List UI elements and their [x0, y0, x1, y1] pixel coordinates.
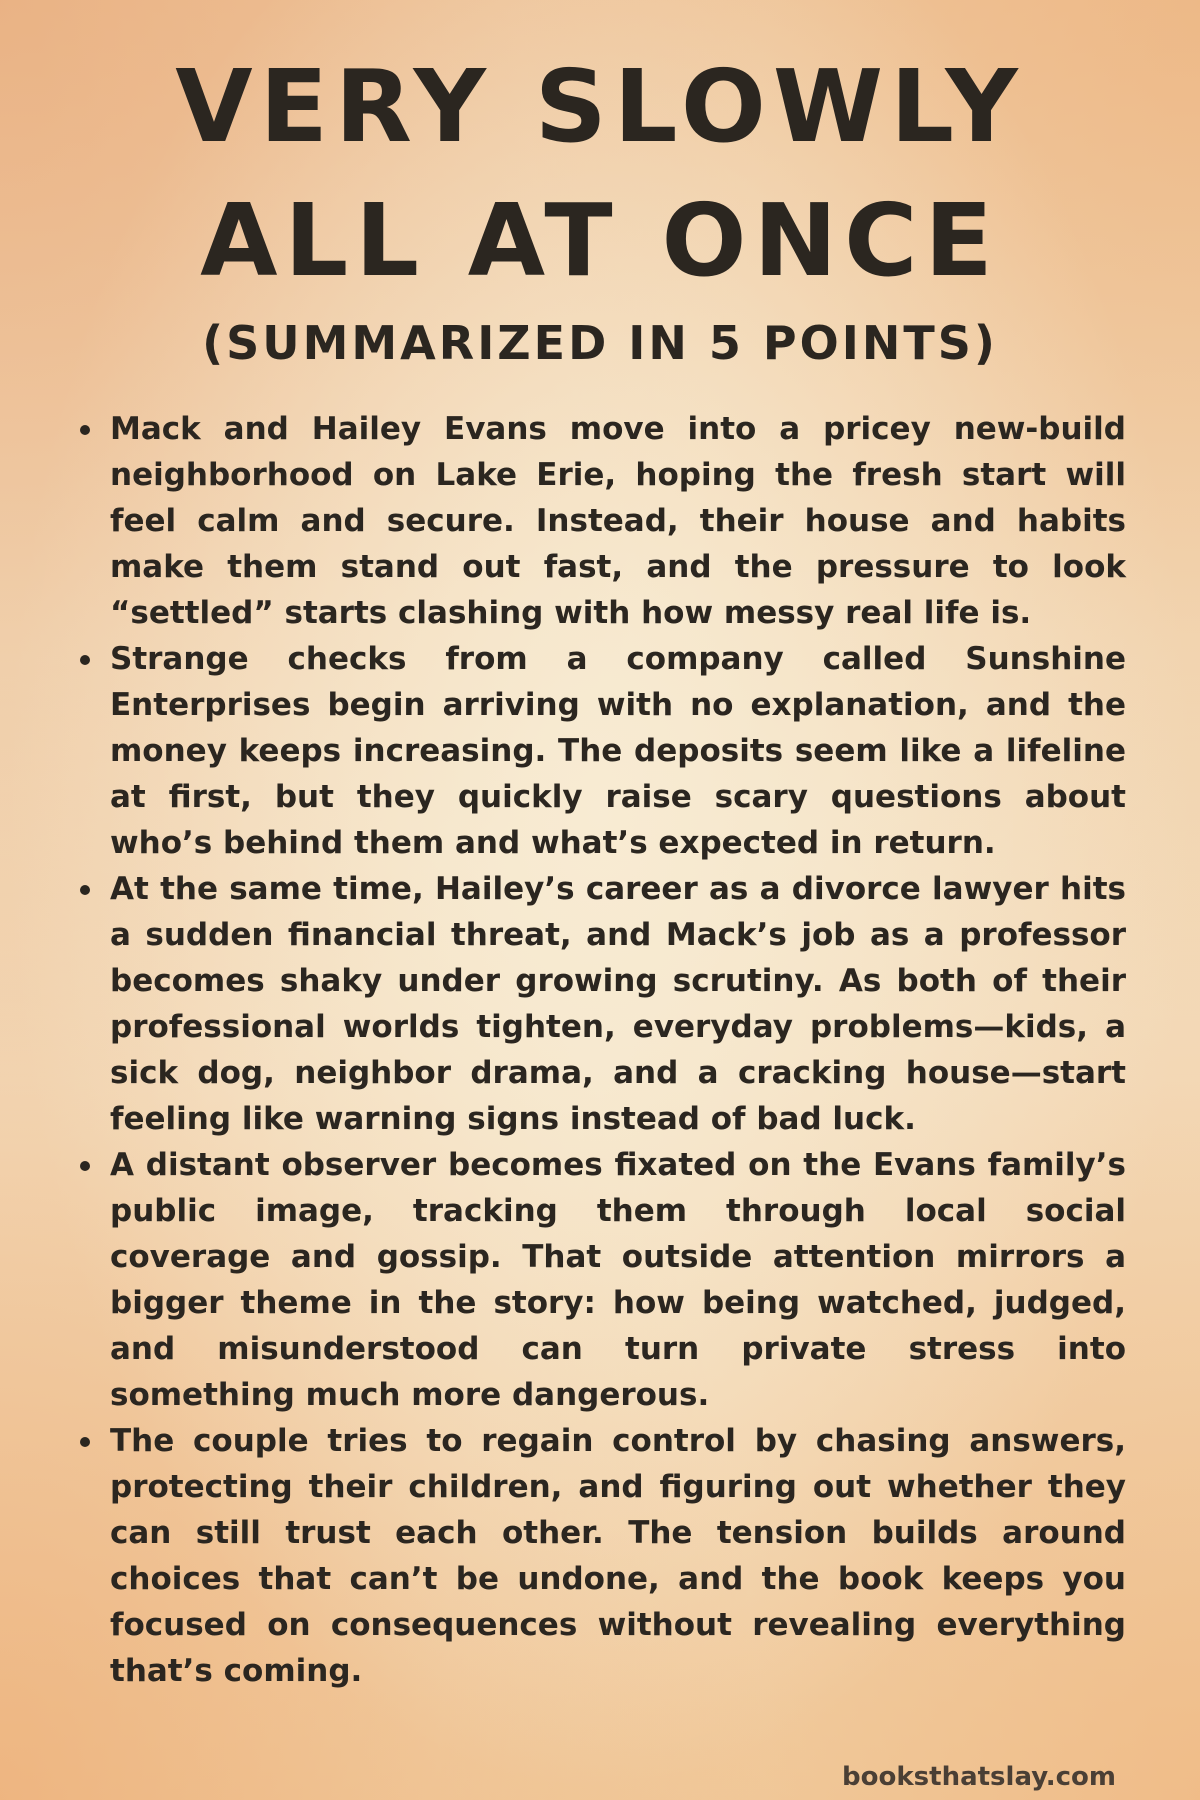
summary-point-text: The couple tries to regain control by chasing answers, protecting their children, and figuring out whether they can still trust each other. The tension builds around choices that can’t be undone, and the book keeps you focused on consequences without revealing everything that’s coming.	[110, 1423, 1126, 1689]
summary-point-text: A distant observer becomes fixated on the Evans family’s public image, tracking them through local social coverage and gossip. That outside attention mirrors a bigger theme in the story: how being watched, judged, and misunderstood can turn private stress into something much more dangerous.	[110, 1147, 1126, 1413]
summary-point-text: Strange checks from a company called Sunshine Enterprises begin arriving with no explanation, and the money keeps increasing. The deposits seem like a lifeline at first, but they quickly raise scary questions about who’s behind them and what’s expected in return.	[110, 641, 1126, 861]
summary-point-3	[72, 866, 1126, 1142]
summary-point-1	[72, 406, 1126, 636]
page-title: VERY SLOWLY ALL AT ONCE	[175, 48, 1025, 299]
summary-point-2	[72, 636, 1126, 866]
bullet-icon	[80, 885, 90, 895]
summary-points-list	[72, 406, 1126, 1694]
summary-point-5	[72, 1418, 1126, 1694]
bullet-icon	[80, 1437, 90, 1447]
summary-point-4	[72, 1142, 1126, 1418]
bullet-icon	[80, 425, 90, 435]
summary-point-text: Mack and Hailey Evans move into a pricey new-build neighborhood on Lake Erie, hoping the fresh start will feel calm and secure. Instead, their house and habits make them stand out fast, and the pressure to look “settled” starts clashing with how messy real life is.	[110, 411, 1126, 631]
website-credit: booksthatslay.com	[842, 1762, 1116, 1792]
bullet-icon	[80, 655, 90, 665]
page-subtitle: (SUMMARIZED IN 5 POINTS)	[202, 316, 998, 370]
bullet-icon	[80, 1161, 90, 1171]
summary-point-text: At the same time, Hailey’s career as a divorce lawyer hits a sudden financial threat, and Mack’s job as a professor becomes shaky under growing scrutiny. As both of their professional worlds tighten, everyday problems—kids, a sick dog, neighbor drama, and a cracking house—start feeling like warning signs instead of bad luck.	[110, 871, 1126, 1137]
